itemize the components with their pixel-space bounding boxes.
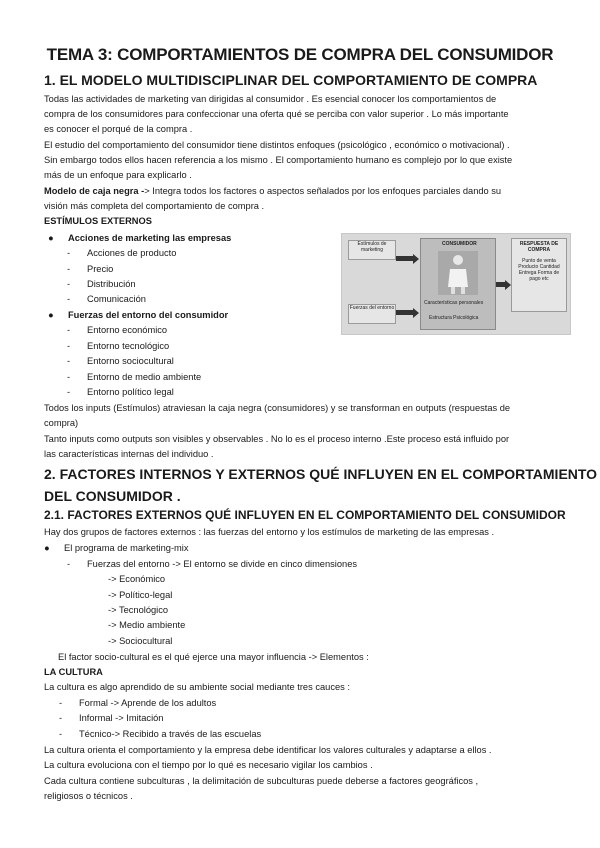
list-item: Acciones de producto bbox=[87, 248, 177, 258]
bullet-dot-icon: ● bbox=[48, 233, 54, 243]
bullet-fuerzas-entorno: Fuerzas del entorno del consumidor bbox=[68, 310, 229, 320]
dash-icon: - bbox=[59, 729, 63, 739]
dash-icon: - bbox=[67, 264, 71, 274]
s1-paragraph-4-line-1: Tanto inputs como outputs son visibles y observables . No lo es el proceso interno .Este proceso está influido por bbox=[44, 434, 510, 444]
s2-paragraph-1: Hay dos grupos de factores externos : las fuerzas del entorno y los estímulos de marketing de las empresas . bbox=[44, 527, 495, 537]
s1-paragraph-2-line-1: El estudio del comportamiento del consumidor tiene distintos enfoques (psicológico , económico o motivacional) . bbox=[44, 140, 510, 150]
caja-negra-line-1 bbox=[44, 184, 501, 200]
s1-paragraph-1-line-1: Todas las actividades de marketing van dirigidas al consumidor . Es esencial conocer los comportamientos de bbox=[44, 94, 497, 104]
dimension-item: -> Sociocultural bbox=[108, 636, 173, 646]
s1-paragraph-1-line-3: es conocer el porqué de la compra . bbox=[44, 124, 193, 134]
dash-icon: - bbox=[67, 356, 71, 366]
s1-paragraph-3-line-2: compra) bbox=[44, 418, 79, 428]
list-item: Técnico-> Recibido a través de las escuelas bbox=[79, 729, 262, 739]
s1-paragraph-2-line-2: Sin embargo todos ellos hacen referencia a los mismo . El comportamiento humano es complejo por lo que existe bbox=[44, 155, 513, 165]
list-item: Entorno económico bbox=[87, 325, 168, 335]
arrowhead-icon bbox=[413, 308, 419, 318]
diagram-response-box bbox=[511, 238, 567, 312]
dash-icon: - bbox=[67, 559, 71, 569]
diagram-personal-characteristics: Características personales bbox=[424, 300, 484, 306]
bullet-dot-icon: ● bbox=[44, 543, 50, 553]
list-item: Entorno político legal bbox=[87, 387, 174, 397]
list-item: Distribución bbox=[87, 279, 136, 289]
list-item: Comunicación bbox=[87, 294, 146, 304]
bullet-dot-icon: ● bbox=[48, 310, 54, 320]
s1-paragraph-3-line-1: Todos los inputs (Estímulos) atraviesan la caja negra (consumidores) y se transforman en outputs (respuestas de bbox=[44, 403, 511, 413]
caja-negra-line-2: visión más completa del comportamiento de compra . bbox=[44, 201, 265, 211]
section-2-heading-line-1: 2. FACTORES INTERNOS Y EXTERNOS QUÉ INFLUYEN EN EL COMPORTAMIENTO bbox=[44, 466, 598, 482]
s1-paragraph-4-line-2: las características internas del individuo . bbox=[44, 449, 214, 459]
s2-end-line-4: religiosos o técnicos . bbox=[44, 791, 133, 801]
list-item: Entorno tecnológico bbox=[87, 341, 170, 351]
diagram-response-title: RESPUESTA DE COMPRA bbox=[519, 241, 559, 253]
dash-icon: - bbox=[59, 713, 63, 723]
dash-icon: - bbox=[67, 387, 71, 397]
list-item: Entorno de medio ambiente bbox=[87, 372, 202, 382]
diagram-psychological-structure: Estructura Psicológica bbox=[429, 315, 479, 321]
arrowhead-icon bbox=[413, 254, 419, 264]
s2-end-line-1: La cultura orienta el comportamiento y la empresa debe identificar los valores culturales y adaptarse a ellos . bbox=[44, 745, 492, 755]
bullet-acciones-marketing: Acciones de marketing las empresas bbox=[68, 233, 232, 243]
dimension-item: -> Medio ambiente bbox=[108, 620, 186, 630]
diagram-consumer-box bbox=[420, 238, 496, 330]
diagram-stimuli-marketing: Estímulos de marketing bbox=[348, 240, 396, 260]
s2-end-line-2: La cultura evoluciona con el tiempo por lo qué es necesario vigilar los cambios . bbox=[44, 760, 373, 770]
dash-icon: - bbox=[67, 279, 71, 289]
dash-icon: - bbox=[67, 325, 71, 335]
cultura-heading: LA CULTURA bbox=[44, 667, 103, 677]
factor-sociocultural-line: El factor socio-cultural es el qué ejerce una mayor influencia -> Elementos : bbox=[58, 652, 369, 662]
diagram-stimuli-environment: Fuerzas del entorno bbox=[348, 304, 396, 324]
caja-negra-definition: > Integra todos los factores o aspectos señalados por los enfoques parciales dando su bbox=[144, 186, 502, 196]
list-item: Informal -> Imitación bbox=[79, 713, 164, 723]
list-item: Entorno sociocultural bbox=[87, 356, 174, 366]
cultura-paragraph: La cultura es algo aprendido de su ambiente social mediante tres cauces : bbox=[44, 682, 350, 692]
section-2-heading-line-2: DEL CONSUMIDOR . bbox=[44, 488, 181, 504]
s1-paragraph-2-line-3: más de un enfoque para explicarlo . bbox=[44, 170, 192, 180]
bullet-marketing-mix: El programa de marketing-mix bbox=[64, 543, 189, 553]
dash-icon: - bbox=[67, 341, 71, 351]
person-figure-icon bbox=[438, 251, 478, 295]
s2-end-line-3: Cada cultura contiene subculturas , la delimitación de subculturas puede deberse a factores geográficos , bbox=[44, 776, 479, 786]
caja-negra-term: Modelo de caja negra - bbox=[44, 186, 145, 196]
diagram-response-items: Punto de venta Producto Cantidad Entrega Forma de pago etc bbox=[518, 258, 560, 282]
dash-icon: - bbox=[67, 372, 71, 382]
estimulos-heading: ESTÍMULOS EXTERNOS bbox=[44, 216, 152, 226]
dimension-item: -> Tecnológico bbox=[108, 605, 169, 615]
black-box-diagram bbox=[341, 233, 571, 335]
fuerzas-entorno-line: Fuerzas del entorno -> El entorno se divide en cinco dimensiones bbox=[87, 559, 358, 569]
list-item: Formal -> Aprende de los adultos bbox=[79, 698, 217, 708]
diagram-consumer-label: CONSUMIDOR bbox=[442, 241, 477, 247]
dimension-item: -> Económico bbox=[108, 574, 166, 584]
dash-icon: - bbox=[59, 698, 63, 708]
s1-paragraph-1-line-2: compra de los consumidores para confeccionar una oferta qué se perciba con valor superior . Lo más importante bbox=[44, 109, 509, 119]
arrow-icon bbox=[396, 310, 414, 315]
dimension-item: -> Político-legal bbox=[108, 590, 173, 600]
subsection-2-1-heading: 2.1. FACTORES EXTERNOS QUÉ INFLUYEN EN EL COMPORTAMIENTO DEL CONSUMIDOR bbox=[44, 508, 566, 522]
section-1-heading: 1. EL MODELO MULTIDISCIPLINAR DEL COMPORTAMIENTO DE COMPRA bbox=[44, 72, 538, 88]
dash-icon: - bbox=[67, 248, 71, 258]
dash-icon: - bbox=[67, 294, 71, 304]
arrow-icon bbox=[396, 256, 414, 261]
list-item: Precio bbox=[87, 264, 114, 274]
page-title: TEMA 3: COMPORTAMIENTOS DE COMPRA DEL CONSUMIDOR bbox=[46, 45, 554, 64]
